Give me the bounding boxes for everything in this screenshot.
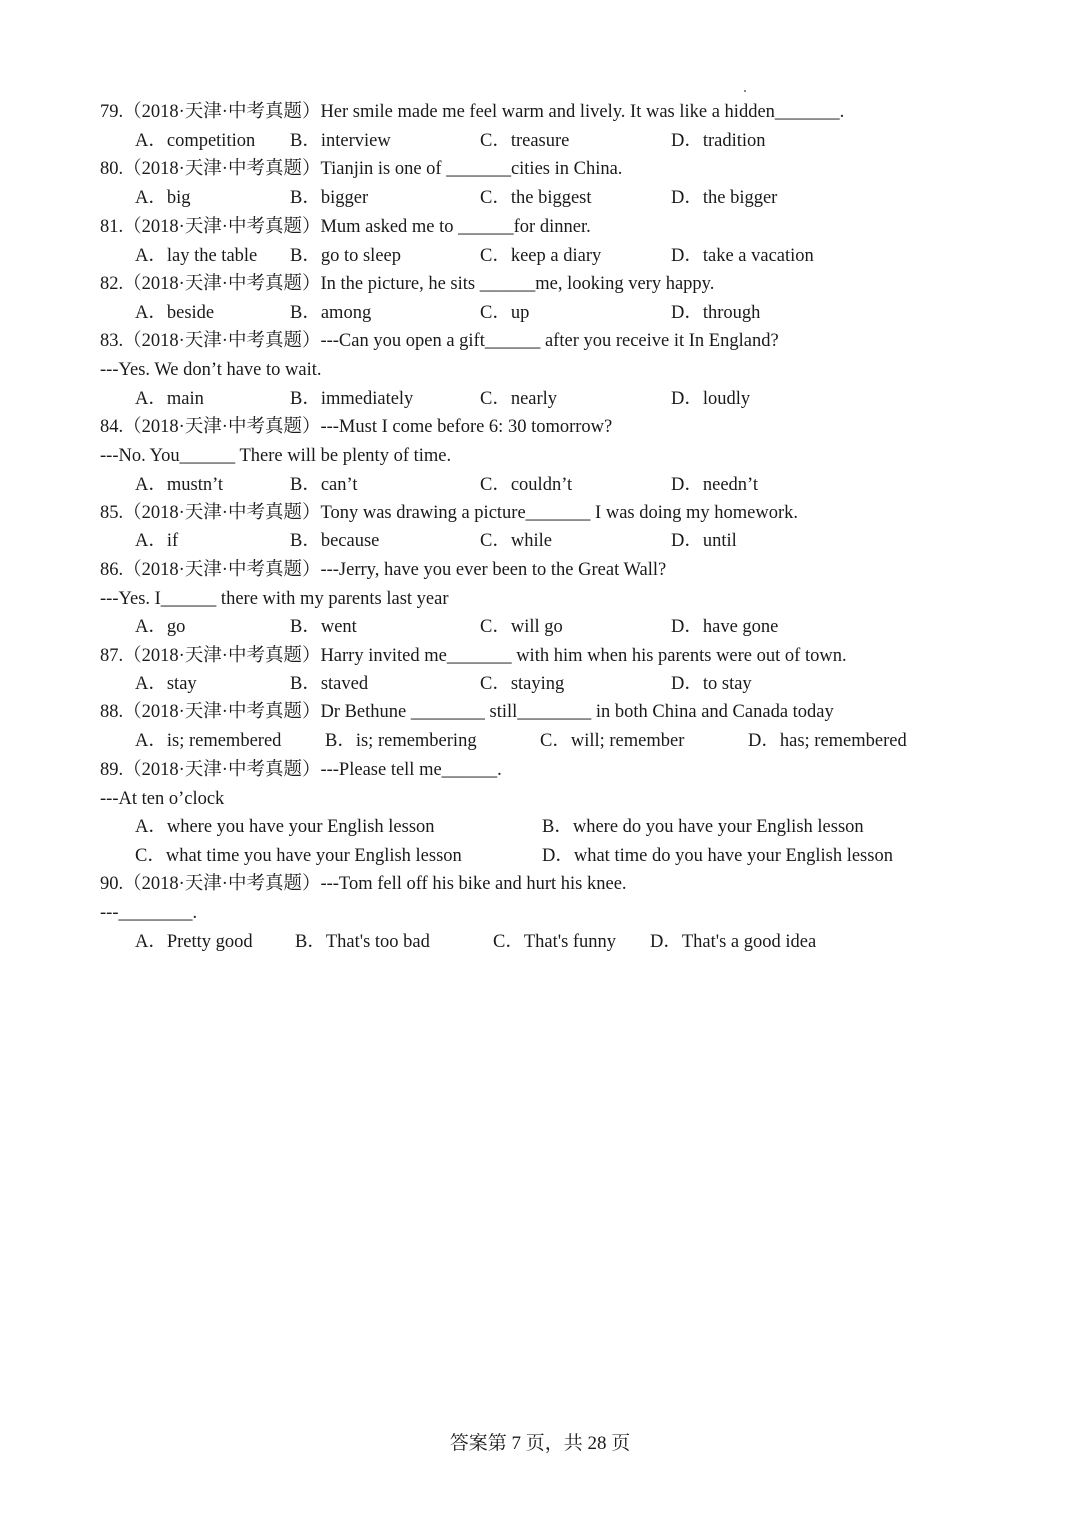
q84-option-b: B．can’t: [290, 475, 358, 495]
q88-option-c: C．will; remember: [540, 731, 685, 751]
question-87-stem: 87.（2018·天津·中考真题）Harry invited me_______ with him when his parents were out of town.: [100, 646, 847, 666]
q87-option-d: D．to stay: [671, 674, 752, 694]
q79-option-a: A．competition: [135, 131, 256, 151]
question-79-stem: 79.（2018·天津·中考真题）Her smile made me feel warm and lively. It was like a hidden_______.: [100, 102, 845, 122]
q85-option-a: A．if: [135, 531, 179, 551]
q89-option-c: C．what time you have your English lesson: [135, 846, 462, 866]
question-85-stem: 85.（2018·天津·中考真题）Tony was drawing a picture_______ I was doing my homework.: [100, 503, 799, 523]
q84-option-a: A．mustn’t: [135, 475, 224, 495]
question-81-stem: 81.（2018·天津·中考真题）Mum asked me to ______for dinner.: [100, 217, 591, 237]
q80-option-d: D．the bigger: [671, 188, 778, 208]
q89-option-d: D．what time do you have your English lesson: [542, 846, 893, 866]
q81-option-b: B．go to sleep: [290, 246, 401, 266]
question-83-stem: 83.（2018·天津·中考真题）---Can you open a gift______ after you receive it In England?: [100, 331, 779, 351]
question-86-response: ---Yes. I______ there with my parents last year: [100, 589, 449, 609]
question-89-response: ---At ten o’clock: [100, 789, 225, 809]
q87-option-c: C．staying: [480, 674, 565, 694]
q82-option-d: D．through: [671, 303, 761, 323]
q88-option-b: B．is; remembering: [325, 731, 477, 751]
q83-option-d: D．loudly: [671, 389, 751, 409]
q83-option-c: C．nearly: [480, 389, 558, 409]
q80-option-c: C．the biggest: [480, 188, 592, 208]
q80-option-a: A．big: [135, 188, 191, 208]
q86-option-b: B．went: [290, 617, 357, 637]
q82-option-a: A．beside: [135, 303, 215, 323]
q85-option-d: D．until: [671, 531, 737, 551]
q79-option-b: B．interview: [290, 131, 391, 151]
q84-option-c: C．couldn’t: [480, 475, 573, 495]
q85-option-c: C．while: [480, 531, 552, 551]
q86-option-c: C．will go: [480, 617, 563, 637]
q87-option-a: A．stay: [135, 674, 197, 694]
q89-option-a: A．where you have your English lesson: [135, 817, 435, 837]
q83-option-a: A．main: [135, 389, 204, 409]
q83-option-b: B．immediately: [290, 389, 414, 409]
q89-option-b: B．where do you have your English lesson: [542, 817, 864, 837]
q80-option-b: B．bigger: [290, 188, 369, 208]
question-80-stem: 80.（2018·天津·中考真题）Tianjin is one of _______cities in China.: [100, 159, 623, 179]
question-89-stem: 89.（2018·天津·中考真题）---Please tell me______.: [100, 760, 502, 780]
question-84-response: ---No. You______ There will be plenty of time.: [100, 446, 452, 466]
q86-option-d: D．have gone: [671, 617, 779, 637]
q87-option-b: B．staved: [290, 674, 369, 694]
q88-option-a: A．is; remembered: [135, 731, 282, 751]
question-90-response: ---________.: [100, 903, 198, 923]
q90-option-b: B．That's too bad: [295, 932, 430, 952]
q81-option-a: A．lay the table: [135, 246, 258, 266]
q82-option-b: B．among: [290, 303, 372, 323]
question-84-stem: 84.（2018·天津·中考真题）---Must I come before 6: 30 tomorrow?: [100, 417, 613, 437]
q82-option-c: C．up: [480, 303, 530, 323]
q85-option-b: B．because: [290, 531, 380, 551]
q81-option-c: C．keep a diary: [480, 246, 602, 266]
question-90-stem: 90.（2018·天津·中考真题）---Tom fell off his bike and hurt his knee.: [100, 874, 627, 894]
q90-option-d: D．That's a good idea: [650, 932, 817, 952]
page-footer: 答案第 7 页，共 28 页: [449, 1433, 631, 1454]
q88-option-d: D．has; remembered: [748, 731, 907, 751]
question-88-stem: 88.（2018·天津·中考真题）Dr Bethune ________ still________ in both China and Canada today: [100, 702, 834, 722]
q90-option-c: C．That's funny: [493, 932, 617, 952]
q79-option-c: C．treasure: [480, 131, 570, 151]
q86-option-a: A．go: [135, 617, 186, 637]
q79-option-d: D．tradition: [671, 131, 766, 151]
q81-option-d: D．take a vacation: [671, 246, 814, 266]
scan-speck: [744, 90, 746, 92]
q84-option-d: D．needn’t: [671, 475, 758, 495]
question-86-stem: 86.（2018·天津·中考真题）---Jerry, have you ever been to the Great Wall?: [100, 560, 667, 580]
question-83-response: ---Yes. We don’t have to wait.: [100, 360, 322, 380]
q90-option-a: A．Pretty good: [135, 932, 253, 952]
question-82-stem: 82.（2018·天津·中考真题）In the picture, he sits ______me, looking very happy.: [100, 274, 715, 294]
